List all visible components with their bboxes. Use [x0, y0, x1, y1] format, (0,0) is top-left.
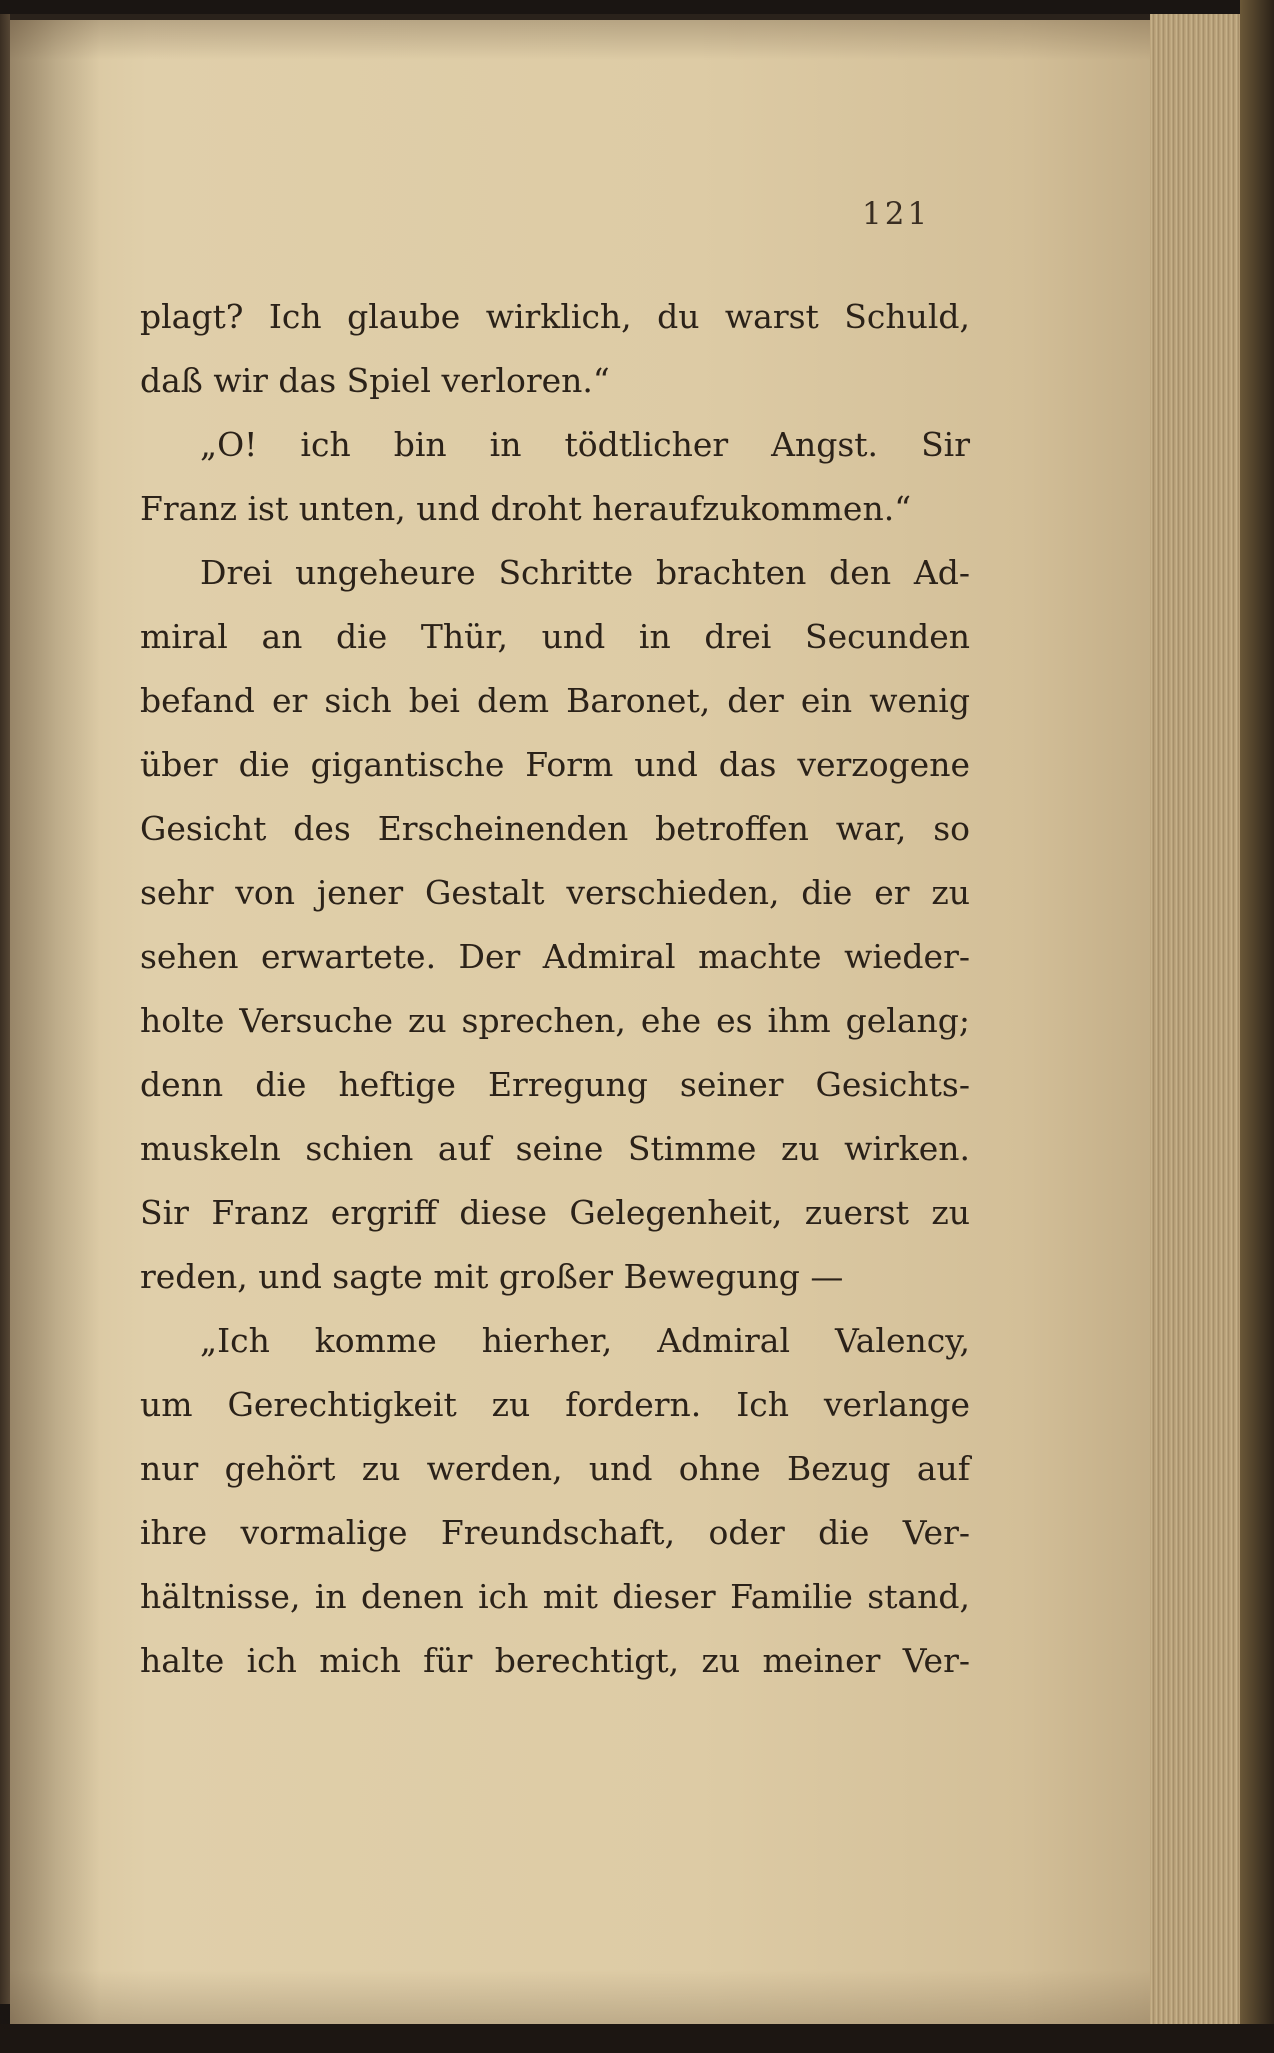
- page-number: 121: [862, 196, 931, 232]
- text-line: plagt? Ich glaube wirklich, du warst Schuld,: [140, 297, 970, 336]
- body-text: [140, 285, 970, 1693]
- book-cover-edge: [1240, 0, 1274, 2053]
- text-line: „O! ich bin in tödtlicher Angst. Sir: [200, 425, 970, 464]
- text-line: sehr von jener Gestalt verschieden, die er zu: [140, 873, 970, 912]
- text-line: reden, und sagte mit großer Bewegung —: [140, 1257, 844, 1296]
- text-line: Drei ungeheure Schritte brachten den Ad-: [200, 553, 970, 592]
- text-line: holte Versuche zu sprechen, ehe es ihm gelang;: [140, 1001, 970, 1040]
- bottom-background: [0, 2024, 1274, 2053]
- page-shadow-bottom: [10, 1970, 1160, 2030]
- text-line: „Ich komme hierher, Admiral Valency,: [200, 1321, 970, 1360]
- text-line: miral an die Thür, und in drei Secunden: [140, 617, 970, 656]
- text-line: ihre vormalige Freundschaft, oder die Ver-: [140, 1513, 970, 1552]
- text-line: halte ich mich für berechtigt, zu meiner Ver-: [140, 1641, 970, 1680]
- text-line: hältnisse, in denen ich mit dieser Familie stand,: [140, 1577, 970, 1616]
- text-line: muskeln schien auf seine Stimme zu wirken.: [140, 1129, 970, 1168]
- text-line: sehen erwartete. Der Admiral machte wieder-: [140, 937, 970, 976]
- page-shadow-top: [10, 20, 1160, 60]
- spine-shadow: [10, 20, 100, 2030]
- text-line: daß wir das Spiel verloren.“: [140, 361, 610, 400]
- text-line: denn die heftige Erregung seiner Gesichts-: [140, 1065, 970, 1104]
- text-line: Gesicht des Erscheinenden betroffen war, so: [140, 809, 970, 848]
- text-line: um Gerechtigkeit zu fordern. Ich verlange: [140, 1385, 970, 1424]
- text-line: über die gigantische Form und das verzogene: [140, 745, 970, 784]
- text-line: Franz ist unten, und droht heraufzukommen.“: [140, 489, 912, 528]
- text-line: nur gehört zu werden, und ohne Bezug auf: [140, 1449, 970, 1488]
- text-line: Sir Franz ergriff diese Gelegenheit, zuerst zu: [140, 1193, 970, 1232]
- text-line: befand er sich bei dem Baronet, der ein wenig: [140, 681, 970, 720]
